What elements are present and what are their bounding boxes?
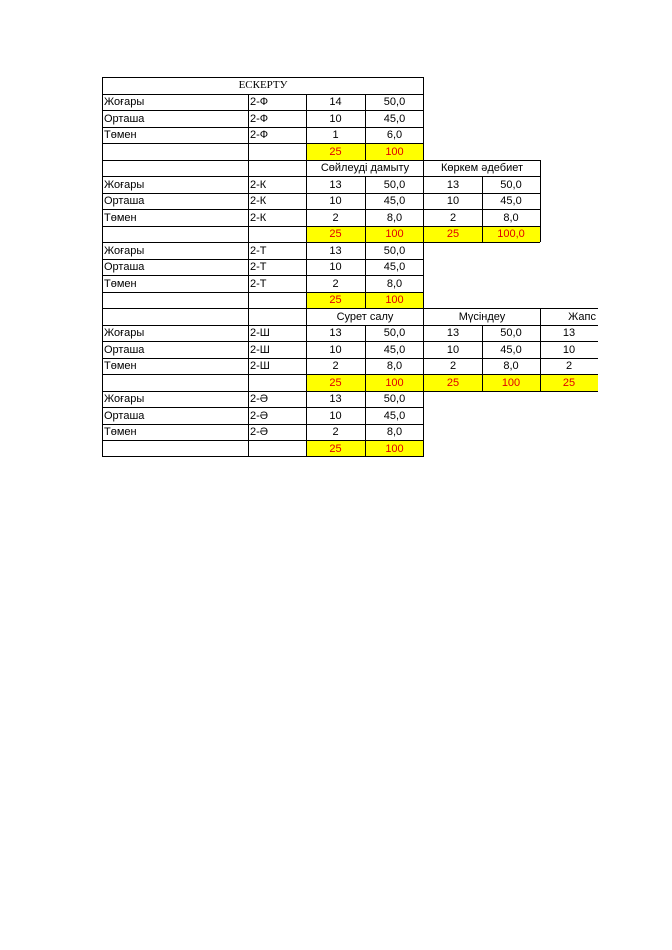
group-cell: 2-Ш [250,343,270,356]
percent-cell: 50,0 [500,178,522,191]
subject-header: Сөйлеуді дамыту [320,162,410,174]
total-percent-cell: 100 [365,226,424,243]
grid-line [102,391,598,392]
count-cell: 13 [329,244,342,257]
grid-line [102,325,598,326]
level-cell: Төмен [104,360,137,372]
group-cell: 2-Т [250,244,267,257]
group-cell: 2-К [250,195,267,207]
count-cell: 10 [446,195,460,207]
grid-line [102,308,598,309]
count-cell: 2 [332,211,339,224]
count-cell: 2 [565,360,573,372]
percent-cell: 45,0 [383,112,406,125]
grid-line [102,226,540,227]
subject-header: Сурет салу [336,310,394,323]
level-cell: Жоғары [104,96,145,108]
grid-line [102,456,424,457]
level-cell: Жоғары [104,393,145,405]
grid-line [102,358,598,359]
grid-line [102,242,540,243]
grid-line [102,94,424,95]
percent-cell: 50,0 [383,96,406,108]
total-count-cell: 25 [306,292,365,309]
count-cell: 10 [446,343,460,356]
count-cell: 2 [449,211,457,224]
count-cell: 13 [446,178,460,191]
grid-line [102,440,424,441]
total-count-cell: 25 [424,226,482,243]
percent-cell: 8,0 [386,426,403,438]
grid-line [102,341,598,342]
grid-line [102,127,424,128]
subject-header: Көркем әдебиет [440,162,524,174]
group-cell: 2-Ф [250,129,269,141]
percent-cell: 45,0 [383,409,406,422]
total-count-cell: 25 [306,144,365,161]
group-cell: 2-Ш [250,360,270,372]
grid-line [102,424,424,425]
count-cell: 2 [449,360,457,372]
total-percent-cell: 100 [365,375,424,392]
level-cell: Орташа [104,261,145,273]
percent-cell: 8,0 [386,277,403,290]
level-cell: Орташа [104,112,145,125]
count-cell: 10 [562,343,576,356]
level-cell: Төмен [104,426,137,438]
percent-cell: 45,0 [500,195,522,207]
grid-line [102,259,424,260]
total-percent-cell: 100 [365,292,424,309]
group-cell: 2-Ә [250,426,269,438]
level-cell: Төмен [104,277,137,290]
total-percent-cell: 100 [482,375,540,392]
level-cell: Төмен [104,211,137,224]
grid-line [102,275,424,276]
total-count-cell: 25 [424,375,482,392]
subject-header: Мүсіндеу [458,310,506,323]
grid-line [102,292,424,293]
count-cell: 14 [329,96,342,108]
count-cell: 2 [332,360,339,372]
percent-cell: 6,0 [386,129,403,141]
total-count-cell: 25 [540,375,598,392]
count-cell: 10 [329,343,342,356]
count-cell: 10 [329,112,342,125]
percent-cell: 8,0 [386,360,403,372]
group-cell: 2-К [250,178,267,191]
percent-cell: 50,0 [383,327,406,339]
level-cell: Жоғары [104,244,145,257]
percent-cell: 45,0 [500,343,522,356]
percent-cell: 8,0 [503,211,519,224]
total-percent-cell: 100 [365,144,424,161]
count-cell: 2 [332,426,339,438]
total-percent-cell: 100 [365,441,424,458]
group-cell: 2-Ф [250,96,269,108]
level-cell: Орташа [104,195,145,207]
grid-line [102,77,103,457]
count-cell: 1 [332,129,339,141]
percent-cell: 50,0 [500,327,522,339]
count-cell: 10 [329,195,342,207]
grid-line [102,374,598,375]
count-cell: 10 [329,409,342,422]
count-cell: 13 [329,178,342,191]
count-cell: 10 [329,261,342,273]
level-cell: Орташа [104,343,145,356]
count-cell: 13 [329,393,342,405]
percent-cell: 50,0 [383,178,406,191]
count-cell: 13 [562,327,576,339]
percent-cell: 50,0 [383,393,406,405]
level-cell: Жоғары [104,178,145,191]
percent-cell: 8,0 [503,360,519,372]
total-count-cell: 25 [306,441,365,458]
total-percent-cell: 100,0 [482,226,540,243]
grid-line [423,77,424,457]
grid-line [540,308,541,391]
total-count-cell: 25 [306,226,365,243]
subject-header-truncated: Жапс [568,310,596,323]
group-cell: 2-Ә [250,409,269,422]
percent-cell: 50,0 [383,244,406,257]
count-cell: 2 [332,277,339,290]
grid-line [102,193,540,194]
count-cell: 13 [329,327,342,339]
grid-line [540,160,541,242]
grid-line [102,209,540,210]
group-cell: 2-Т [250,261,267,273]
grid-line [102,110,424,111]
group-cell: 2-Ә [250,393,269,405]
level-cell: Төмен [104,129,137,141]
level-cell: Орташа [104,409,145,422]
grid-line [102,176,540,177]
count-cell: 13 [446,327,460,339]
percent-cell: 45,0 [383,343,406,356]
grid-line [102,160,540,161]
percent-cell: 45,0 [383,261,406,273]
group-cell: 2-Ф [250,112,269,125]
grid-line [102,143,424,144]
level-cell: Жоғары [104,327,145,339]
percent-cell: 45,0 [383,195,406,207]
percent-cell: 8,0 [386,211,403,224]
group-cell: 2-Ш [250,327,270,339]
grid-line [102,407,424,408]
group-cell: 2-Т [250,277,267,290]
group-cell: 2-К [250,211,267,224]
sheet-title: ЕСКЕРТУ [238,79,288,91]
total-count-cell: 25 [306,375,365,392]
grid-line [102,77,424,78]
